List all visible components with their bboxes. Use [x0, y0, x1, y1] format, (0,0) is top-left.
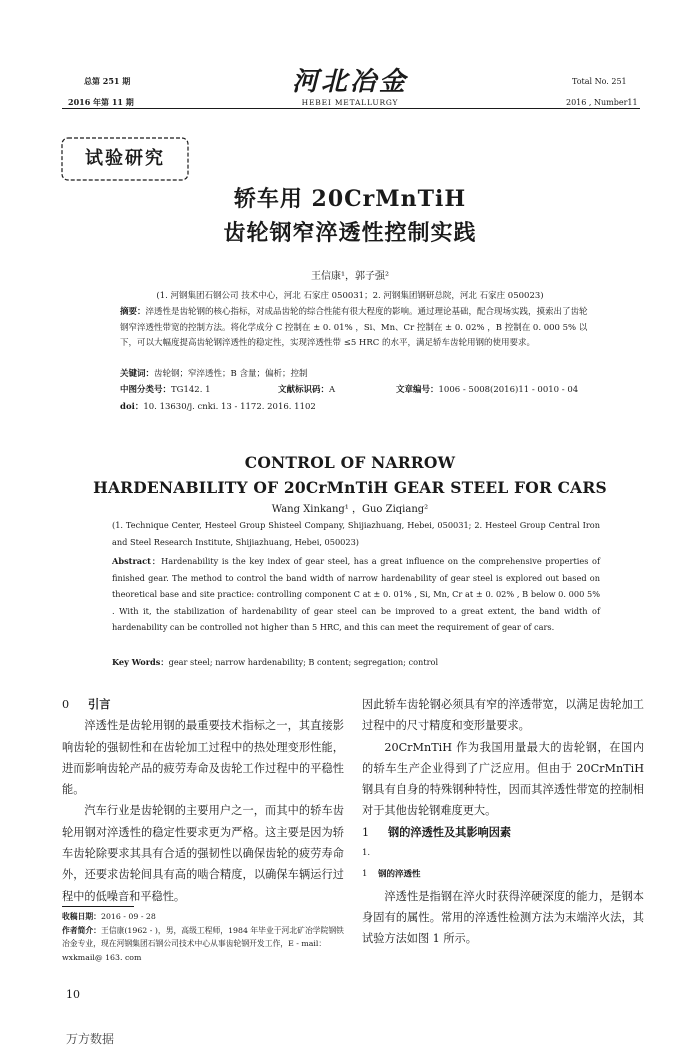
keywords-en-label: Key Words： [112, 657, 169, 667]
issue-year-en: 2016 , Number11 [566, 98, 638, 107]
keywords-cn-text: 齿轮钢；窄淬透性；B 含量；偏析；控制 [154, 369, 308, 379]
section-0-heading [62, 694, 344, 715]
author-bio [62, 924, 344, 965]
article-number [396, 384, 578, 396]
article-no-value: 1006 - 5008(2016)11 - 0010 - 04 [438, 385, 579, 395]
column-label-box [60, 136, 190, 182]
received-date [62, 910, 344, 924]
keywords-en-text: gear steel; narrow hardenability; B content; segregation; control [168, 657, 439, 667]
issue-total-en: Total No. 251 [572, 77, 627, 86]
received-label: 收稿日期： [62, 912, 101, 921]
authors-en: Wang Xinkang¹ ，Guo Ziqiang² [271, 504, 429, 515]
doi-label: doi： [120, 402, 144, 412]
journal-logo: 河北冶金 [291, 67, 408, 97]
doi [120, 401, 316, 413]
title-cn-line1: 轿车用 20CrMnTiH [233, 186, 467, 212]
abstract-en-text: Hardenability is the key index of gear steel, has a great influence on the comprehensive properties of finished gear. The method to control the band width of narrow hardenability of gear steel is explored out based on theoretical base and site practice: controlling component C at ± 0. 01% , Si, Mn, Cr at ± 0. 02% , B below 0. 000 5% . With it, the stabilization of hardenability of gear steel can be improved to a great extent, the band width of hardenability can be controlled not higher than 5 HRC, and this can meet the requirement of gear of cars. [112, 556, 600, 633]
clc-value: TG142. 1 [171, 385, 211, 395]
authors-cn: 王信康¹，郭子强² [310, 271, 390, 282]
author-bio-label: 作者简介： [62, 925, 101, 935]
abstract-cn-label: 摘要： [120, 307, 146, 317]
keywords-cn-label: 关键词： [120, 369, 155, 379]
title-en-line1: CONTROL OF NARROW [244, 453, 456, 472]
received-value: 2016 - 09 - 28 [100, 912, 156, 921]
body-paragraph: 因此轿车齿轮钢必须具有窄的淬透带宽，以满足齿轮加工过程中的尺寸精度和变形量要求。 [362, 698, 644, 733]
section-1-1-heading [362, 843, 644, 886]
header-rule [62, 108, 640, 109]
clc-label: 中图分类号： [120, 385, 172, 395]
source-watermark: 万方数据 [66, 1032, 115, 1046]
title-en-line2: HARDENABILITY OF 20CrMnTiH GEAR STEEL FOR CARS [93, 478, 607, 497]
footnote [62, 910, 344, 964]
issue-year-cn: 2016 年第 11 期 [68, 97, 134, 107]
body-paragraph: 淬透性是齿轮用钢的最重要技术指标之一，其直接影响齿轮的强韧性和在齿轮加工过程中的热处理变形性能，进而影响齿轮产品的疲劳寿命及齿轮工作过程中的平稳性能。 [62, 719, 344, 797]
clc-number [120, 384, 211, 396]
document-code [278, 384, 335, 396]
doc-code-label: 文献标识码： [278, 385, 330, 395]
section-1-1-title: 钢的淬透性 [378, 869, 421, 880]
affiliation-cn: (1. 河钢集团石钢公司 技术中心，河北 石家庄 050031；2. 河钢集团钢研总院，河北 石家庄 050023) [156, 291, 544, 301]
footnote-rule [62, 906, 134, 907]
section-1-heading [362, 822, 644, 843]
body-paragraph: 淬透性是指钢在淬火时获得淬硬深度的能力，是钢本身固有的属性。常用的淬透性检测方法为末端淬火法，其试验方法如图 1 所示。 [362, 889, 644, 946]
page-number: 10 [66, 988, 80, 1001]
affiliation-en: (1. Technique Center, Hesteel Group Shisteel Company, Shijiazhuang, Hebei, 050031; 2. Hesteel Group Central Iron and Steel Research Institute, Shijiazhuang, Hebei, 050023) [112, 520, 600, 547]
doi-value: 10. 13630/j. cnki. 13 - 1172. 2016. 1102 [143, 402, 316, 412]
section-0-title: 引言 [88, 697, 111, 711]
abstract-cn [120, 305, 596, 352]
title-cn-line2: 齿轮钢窄淬透性控制实践 [223, 220, 477, 246]
column-label: 试验研究 [85, 148, 165, 169]
body-paragraph: 汽车行业是齿轮钢的主要用户之一，而其中的轿车齿轮用钢对淬透性的稳定性要求更为严格。这主要是因为轿车齿轮除要求其具有合适的强韧性以确保齿轮的疲劳寿命外，还要求齿轮间具有高的啮合精度，以确保车辆运行过程中的低噪音和平稳性。 [62, 804, 344, 903]
keywords-cn [120, 368, 307, 380]
keywords-en [112, 654, 600, 671]
author-bio-text: 王信康(1962 - )，男，高级工程师，1984 年毕业于河北矿冶学院钢铁冶金专业，现在河钢集团石钢公司技术中心从事齿轮钢开发工作，E - mail：wxkmail@ 163. com [62, 925, 344, 962]
issue-total-cn: 总第 251 期 [84, 76, 131, 86]
journal-name-en: HEBEI METALLURGY [301, 98, 399, 107]
body-right-column [362, 694, 644, 950]
section-1-1-number: 1. 1 [362, 848, 371, 880]
abstract-en [112, 553, 600, 636]
section-1-number: 1 [362, 825, 370, 839]
abstract-en-label: Abstract： [112, 556, 162, 566]
article-no-label: 文章编号： [396, 385, 439, 395]
body-left-column [62, 694, 344, 907]
doc-code-value: A [329, 385, 336, 395]
section-1-title: 钢的淬透性及其影响因素 [388, 824, 512, 839]
abstract-cn-text: 淬透性是齿轮钢的核心指标，对成品齿轮的综合性能有很大程度的影响。通过理论基础，配合现场实践，摸索出了齿轮钢窄淬透性带宽的控制方法。将化学成分 C 控制在 ± 0. 01% ，Si、Mn、Cr 控制在 ± 0. 02% ，B 控制在 0. 000 5% 以下，可以大幅度提高齿轮钢淬透性的稳定性，实现淬透性带 ≤5 HRC 的水平，满足轿车齿轮用钢的使用要求。 [120, 307, 588, 349]
body-paragraph: 20CrMnTiH 作为我国用量最大的齿轮钢，在国内的轿车生产企业得到了广泛应用。但由于 20CrMnTiH 钢具有自身的特殊钢种特性，因而其淬透性带宽的控制相对于其他齿轮钢难度更大。 [362, 740, 644, 818]
section-0-number: 0 [62, 698, 70, 711]
